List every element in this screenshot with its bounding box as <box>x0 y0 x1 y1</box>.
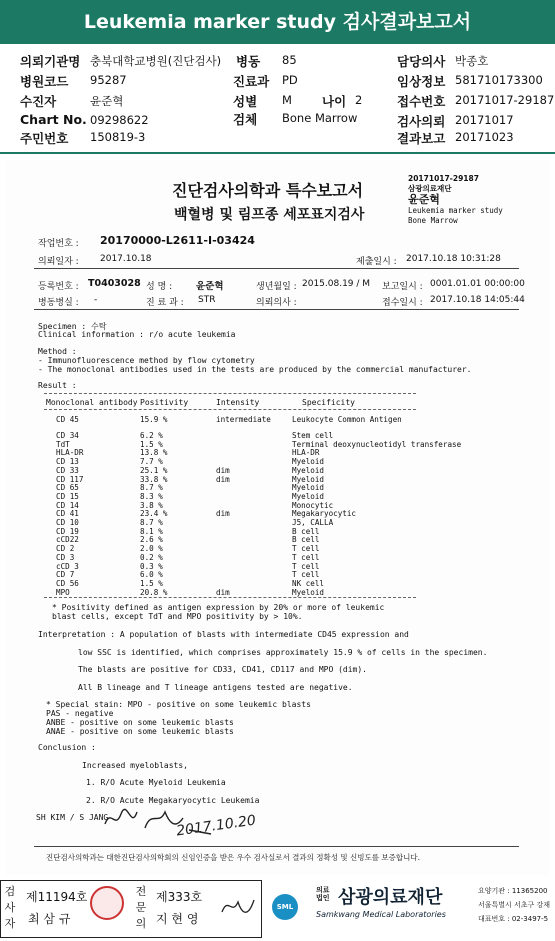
specificity-cell: Myeloid <box>292 457 325 467</box>
special-3: ANBE - positive on some leukemic blasts <box>46 718 234 727</box>
intensity-cell: dim <box>216 509 230 519</box>
value-department: PD <box>282 73 298 87</box>
col-intensity: Intensity <box>216 398 260 407</box>
org-info-3: 대표번호 : 02-3497-5 <box>478 915 549 923</box>
label-resident-no: 주민번호 <box>20 131 69 146</box>
col-antibody: Monoclonal antibody <box>46 398 138 407</box>
label-request-date: 검사의뢰 <box>397 114 446 129</box>
col-positivity: Positivity <box>140 398 189 407</box>
intensity-cell: dim <box>216 474 230 484</box>
result-row <box>56 519 486 528</box>
conclusion-2: 1. R/O Acute Myeloid Leukemia <box>86 778 226 787</box>
positivity-cell: 2.6 % <box>140 535 163 545</box>
value-specimen: Bone Marrow <box>282 111 358 125</box>
report-title: Leukemia marker study 검사결과보고서 <box>0 0 555 44</box>
value-clinical-info: 581710173300 <box>455 73 543 87</box>
positivity-cell: 8.3 % <box>140 491 163 501</box>
receipt-time: 2017.10.18 14:05:44 <box>430 295 525 305</box>
result-row <box>56 563 486 572</box>
positivity-cell: 25.1 % <box>140 465 168 475</box>
antibody-cell: CD 19 <box>56 526 79 536</box>
patient-name: 윤준혁 <box>196 281 224 292</box>
antibody-cell: CD 65 <box>56 483 79 493</box>
specificity-cell: Megakaryocytic <box>292 509 357 519</box>
positivity-cell: 13.8 % <box>140 448 168 458</box>
label-sex: 성별 <box>233 94 258 109</box>
result-row <box>56 545 486 554</box>
receipt-label: 접수일시 : <box>382 298 423 308</box>
positivity-cell: 1.5 % <box>140 439 163 449</box>
value-chart-no: 09298622 <box>90 113 149 127</box>
result-row <box>56 580 486 589</box>
report-date: 0001.01.01 00:00:00 <box>430 279 525 289</box>
certification-note: 진단검사의학과는 대한진단검사의학회의 신임인증을 받은 우수 검사실로서 결과의 정확성 및 신빙도를 보증합니다. <box>46 853 420 862</box>
label-report-date: 결과보고 <box>397 131 446 146</box>
report-time-label: 제출일시 : <box>356 257 397 267</box>
value-resident-no: 150819-3 <box>90 130 146 144</box>
sign-date: 2017.10.20 <box>175 812 257 840</box>
result-row <box>56 571 486 580</box>
specificity-cell: T cell <box>292 544 320 554</box>
specificity-cell: B cell <box>292 526 320 536</box>
result-row <box>56 416 486 425</box>
specimen-line: Specimen : 수탁 <box>38 322 107 331</box>
positivity-cell: 8.1 % <box>140 526 163 536</box>
value-age: 2 <box>355 93 363 107</box>
stamp-specimen: Bone Marrow <box>408 215 458 225</box>
examiner-label: 검사자 <box>4 885 16 930</box>
result-row <box>56 502 486 511</box>
reg-no-label: 등록번호 : <box>38 282 79 292</box>
antibody-cell: CD 3 <box>56 552 75 562</box>
conclusion-title: Conclusion : <box>38 743 96 752</box>
signature-footer <box>0 880 555 941</box>
result-row <box>56 510 486 519</box>
method-line-1: - Immunofluorescence method by flow cytometry <box>38 356 255 365</box>
value-physician: 박종호 <box>455 54 489 68</box>
footnote-1: * Positivity defined as antigen expression by 20% or more of leukemic <box>52 603 385 612</box>
label-hospital-code: 병원코드 <box>20 74 69 89</box>
special-1: * Special stain: MPO - positive on some leukemic blasts <box>46 700 311 709</box>
positivity-cell: 0.3 % <box>140 561 163 571</box>
antibody-cell: CD 56 <box>56 578 79 588</box>
method-line-2: - The monoclonal antibodies used in the tests are produced by the commercial manufacturer. <box>38 365 472 374</box>
specificity-cell: HLA-DR <box>292 448 320 458</box>
result-row <box>56 589 486 598</box>
intensity-cell: dim <box>216 465 230 475</box>
seal-icon <box>90 886 124 920</box>
ward-label: 병동병실 : <box>38 298 79 308</box>
special-2: PAS - negative <box>46 709 114 718</box>
specificity-cell: Myeloid <box>292 465 325 475</box>
label-chart-no: Chart No. <box>20 112 87 127</box>
specialist-signature <box>218 892 258 922</box>
label-patient: 수진자 <box>20 94 57 109</box>
specialist-no: 제333호 <box>156 890 203 904</box>
result-row <box>56 449 486 458</box>
specificity-cell: J5, CALLA <box>292 518 334 527</box>
method-title: Method : <box>38 347 77 356</box>
label-specimen: 검체 <box>233 112 258 127</box>
antibody-cell: cCD22 <box>56 535 79 545</box>
report-heading: 진단검사의학과 특수보고서 <box>172 181 364 200</box>
conclusion-1: Increased myeloblasts, <box>82 761 188 770</box>
conclusion-3: 2. R/O Acute Megakaryocytic Leukemia <box>86 796 260 805</box>
specimen-stamp <box>408 174 503 225</box>
header-divider <box>0 152 555 154</box>
result-row <box>56 476 486 485</box>
positivity-cell: 20.8 % <box>140 587 168 597</box>
dept-label: 진 료 과 : <box>146 298 184 308</box>
specificity-cell: Leukocyte Common Antigen <box>292 415 402 424</box>
specialist-label: 전문의 <box>135 885 147 930</box>
antibody-cell: cCD 3 <box>56 561 79 571</box>
result-row <box>56 484 486 493</box>
positivity-cell: 7.7 % <box>140 457 163 467</box>
stamp-name: 윤준혁 <box>408 193 440 206</box>
org-type: 의료법인 <box>316 886 330 902</box>
result-title: Result : <box>38 381 77 390</box>
value-hospital-code: 95287 <box>90 73 127 87</box>
antibody-cell: HLA-DR <box>56 448 84 458</box>
antibody-cell: CD 41 <box>56 509 79 519</box>
signer: SH KIM / S JANG <box>36 813 109 822</box>
value-request-date: 20171017 <box>455 113 514 127</box>
org-english: Samkwang Medical Laboratories <box>316 910 446 919</box>
positivity-cell: 1.5 % <box>140 578 163 588</box>
value-report-date: 20171023 <box>455 130 514 144</box>
special-4: ANAE - positive on some leukemic blasts <box>46 727 234 736</box>
scanned-report <box>6 160 549 875</box>
clinical-line: Clinical information : r/o acute leukemia <box>38 330 236 339</box>
positivity-cell: 2.0 % <box>140 544 163 554</box>
ward: - <box>94 295 98 305</box>
antibody-cell: MPO <box>56 587 70 597</box>
specificity-cell: NK cell <box>292 578 325 588</box>
antibody-cell: CD 45 <box>56 415 79 424</box>
antibody-cell: TdT <box>56 439 70 449</box>
work-no: 20170000-L2611-I-03424 <box>100 234 255 247</box>
specificity-cell: Myeloid <box>292 474 325 484</box>
request-date: 2017.10.18 <box>100 254 152 264</box>
positivity-cell: 6.0 % <box>140 570 163 580</box>
intensity-cell: intermediate <box>216 415 271 424</box>
birth-label: 생년월일 : <box>256 282 297 292</box>
positivity-cell: 8.7 % <box>140 483 163 493</box>
antibody-cell: CD 117 <box>56 474 84 484</box>
label-age: 나이 <box>322 94 347 109</box>
interp-2: low SSC is identified, which comprises approximately 15.9 % of cells in the specimen. <box>78 648 488 657</box>
reg-no: T0403028 <box>88 278 141 289</box>
dept: STR <box>198 295 216 305</box>
result-row <box>56 467 486 476</box>
footnote-2: blast cells, except TdT and MPO positivity by > 10%. <box>52 612 303 621</box>
value-institution: 충북대학교병원(진단검사) <box>90 54 222 68</box>
specificity-cell: Monocytic <box>292 500 334 510</box>
antibody-cell: CD 34 <box>56 431 79 440</box>
specificity-cell: Terminal deoxynucleotidyl transferase <box>292 439 462 449</box>
antibody-cell: CD 7 <box>56 570 75 580</box>
label-institution: 의뢰기관명 <box>20 54 81 69</box>
positivity-cell: 0.2 % <box>140 552 163 562</box>
label-receipt-no: 접수번호 <box>397 94 446 109</box>
label-clinical-info: 임상정보 <box>397 74 446 89</box>
specificity-cell: Stem cell <box>292 431 334 440</box>
stamp-test: Leukemia marker study <box>408 206 503 215</box>
report-subheading: 백혈병 및 림프종 세포표지검사 <box>174 207 365 223</box>
org-info-2: 서울특별시 서초구 강재 <box>478 901 551 909</box>
result-row <box>56 554 486 563</box>
result-row <box>56 536 486 545</box>
specificity-cell: Myeloid <box>292 491 325 501</box>
positivity-cell: 6.2 % <box>140 431 163 440</box>
positivity-cell: 33.8 % <box>140 474 168 484</box>
antibody-cell: CD 14 <box>56 500 79 510</box>
result-row <box>56 493 486 502</box>
label-physician: 담당의사 <box>397 54 446 69</box>
examiner-name: 최 삼 규 <box>28 912 71 926</box>
sml-logo-icon: SML <box>272 894 298 920</box>
patient-header <box>0 44 555 152</box>
value-sex: M <box>282 93 292 107</box>
value-receipt-no: 20171017-29187 <box>455 93 555 107</box>
antibody-cell: CD 15 <box>56 491 79 501</box>
result-row <box>56 441 486 450</box>
org-info-1: 요양기관 : 11365200 <box>478 887 548 895</box>
birth: 2015.08.19 / M <box>302 279 371 289</box>
specificity-cell: Myeloid <box>292 483 325 493</box>
positivity-cell: 8.7 % <box>140 518 163 527</box>
work-no-label: 작업번호 : <box>38 239 79 249</box>
specificity-cell: Myeloid <box>292 587 325 597</box>
specificity-cell: B cell <box>292 535 320 545</box>
specificity-cell: T cell <box>292 561 320 571</box>
specificity-cell: T cell <box>292 552 320 562</box>
col-specificity: Specificity <box>302 398 355 407</box>
positivity-cell: 23.4 % <box>140 509 168 519</box>
report-time: 2017.10.18 10:31:28 <box>406 254 501 264</box>
result-row <box>56 458 486 467</box>
antibody-cell: CD 2 <box>56 544 75 554</box>
value-ward: 85 <box>282 53 297 67</box>
name-label: 성 명 : <box>146 282 173 292</box>
positivity-cell: 3.8 % <box>140 500 163 510</box>
stamp-org: 삼광의료재단 <box>408 183 452 193</box>
specialist-name: 지 현 영 <box>156 912 199 926</box>
positivity-cell: 15.9 % <box>140 415 168 424</box>
value-patient: 윤준혁 <box>90 94 124 108</box>
label-ward: 병동 <box>236 54 261 69</box>
interp-1: Interpretation : A population of blasts with intermediate CD45 expression and <box>38 630 409 639</box>
antibody-cell: CD 13 <box>56 457 79 467</box>
request-date-label: 의뢰일자 : <box>38 257 79 267</box>
antibody-cell: CD 33 <box>56 465 79 475</box>
report-date-label: 보고일시 : <box>382 282 423 292</box>
examiner-no: 제11194호 <box>26 890 88 904</box>
label-department: 진료과 <box>233 74 270 89</box>
specificity-cell: T cell <box>292 570 320 580</box>
antibody-cell: CD 10 <box>56 518 79 527</box>
intensity-cell: dim <box>216 587 230 597</box>
interp-4: All B lineage and T lineage antigens tested are negative. <box>78 683 353 692</box>
doctor-label: 의뢰의사 : <box>256 298 297 308</box>
org-name: 삼광의료재단 <box>338 887 443 908</box>
interp-3: The blasts are positive for CD33, CD41, CD117 and MPO (dim). <box>78 665 367 674</box>
result-row <box>56 528 486 537</box>
stamp-receipt: 20171017-29187 <box>408 174 479 183</box>
